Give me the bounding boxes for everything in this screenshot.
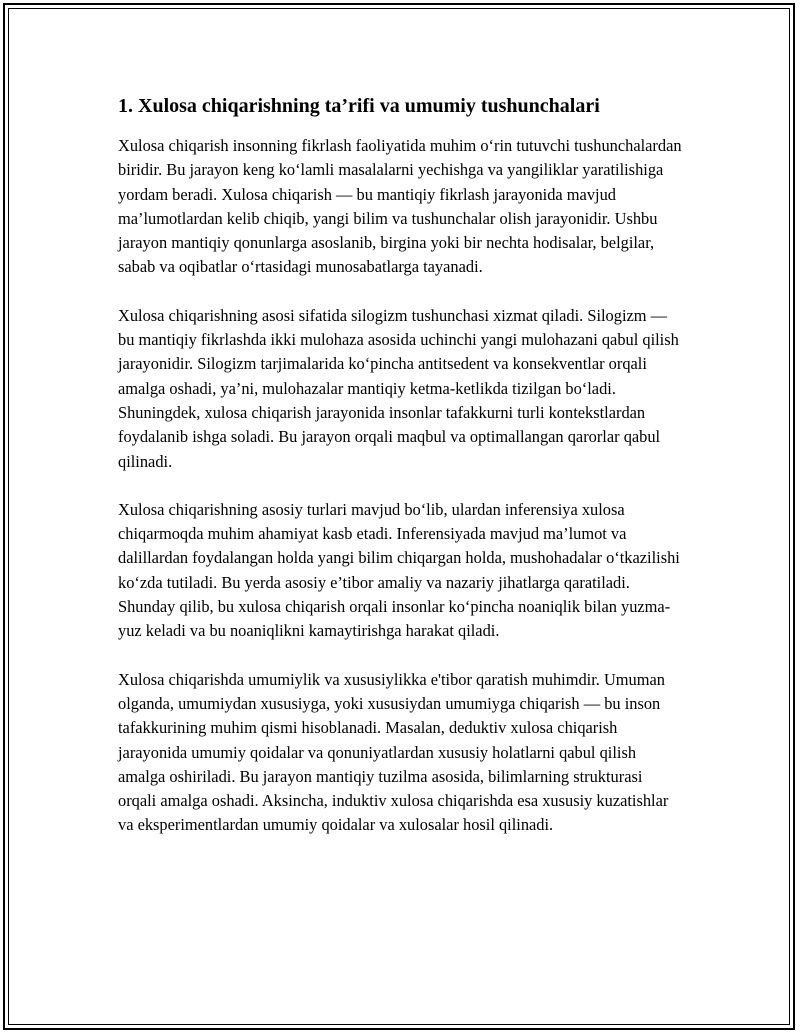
paragraph-1: Xulosa chiqarish insonning fikrlash faoliyatida muhim o‘rin tutuvchi tushunchalardan biridir. Bu jarayon keng ko‘lamli masalalarni yechishga va yangiliklar yaratilishiga yordam beradi. Xulosa chiqarish — bu mantiqiy fikrlash jarayonida mavjud ma’lumotlardan kelib chiqib, yangi bilim va tushunchalar olish jarayonidir. Ushbu jarayon mantiqiy qonunlarga asoslanib, birgina yoki bir nechta hodisalar, belgilar, sabab va oqibatlar o‘rtasidagi munosabatlarga tayanadi. [118, 136, 682, 277]
paragraph-2: Xulosa chiqarishning asosi sifatida silogizm tushunchasi xizmat qiladi. Silogizm — bu mantiqiy fikrlashda ikki mulohaza asosida uchinchi yangi mulohazani qabul qilish jarayonidir. Silogizm tarjimalarida ko‘pincha antitsedent va konsekventlar orqali amalga oshadi, ya’ni, mulohazalar mantiqiy ketma-ketlikda tizilgan bo‘ladi. Shuningdek, xulosa chiqarish jarayonida insonlar tafakkurni turli kontekstlardan foydalanib ishga soladi. Bu jarayon orqali maqbul va optimallangan qarorlar qabul qilinadi. [118, 305, 679, 471]
document-body [118, 92, 684, 838]
paragraph-3: Xulosa chiqarishning asosiy turlari mavjud bo‘lib, ulardan inferensiya xulosa chiqarmoqda muhim ahamiyat kasb etadi. Inferensiyada mavjud ma’lumot va dalillardan foydalangan holda yangi bilim chiqargan holda, mushohadalar o‘tkazilishi ko‘zda tutiladi. Bu yerda asosiy e’tibor amaliy va nazariy jihatlarga qaratiladi. Shunday qilib, bu xulosa chiqarish orqali insonlar ko‘pincha noaniqlik bilan yuzma-yuz keladi va bu noaniqlikni kamaytirishga harakat qiladi. [118, 499, 680, 641]
section-heading: 1. Xulosa chiqarishning ta’rifi va umumiy tushunchalari [118, 95, 600, 117]
paragraph-4: Xulosa chiqarishda umumiylik va xususiylikka e'tibor qaratish muhimdir. Umuman olganda, umumiydan xususiyga, yoki xususiydan umumiyga chiqarish — bu inson tafakkurining muhim qismi hisoblanadi. Masalan, deduktiv xulosa chiqarish jarayonida umumiy qoidalar va qonuniyatlardan xususiy holatlarni qabul qilish amalga oshiriladi. Bu jarayon mantiqiy tuzilma asosida, bilimlarning strukturasi orqali amalga oshadi. Aksincha, induktiv xulosa chiqarishda esa xususiy kuzatishlar va eksperimentlardan umumiy qoidalar va xulosalar hosil qilinadi. [118, 669, 669, 835]
